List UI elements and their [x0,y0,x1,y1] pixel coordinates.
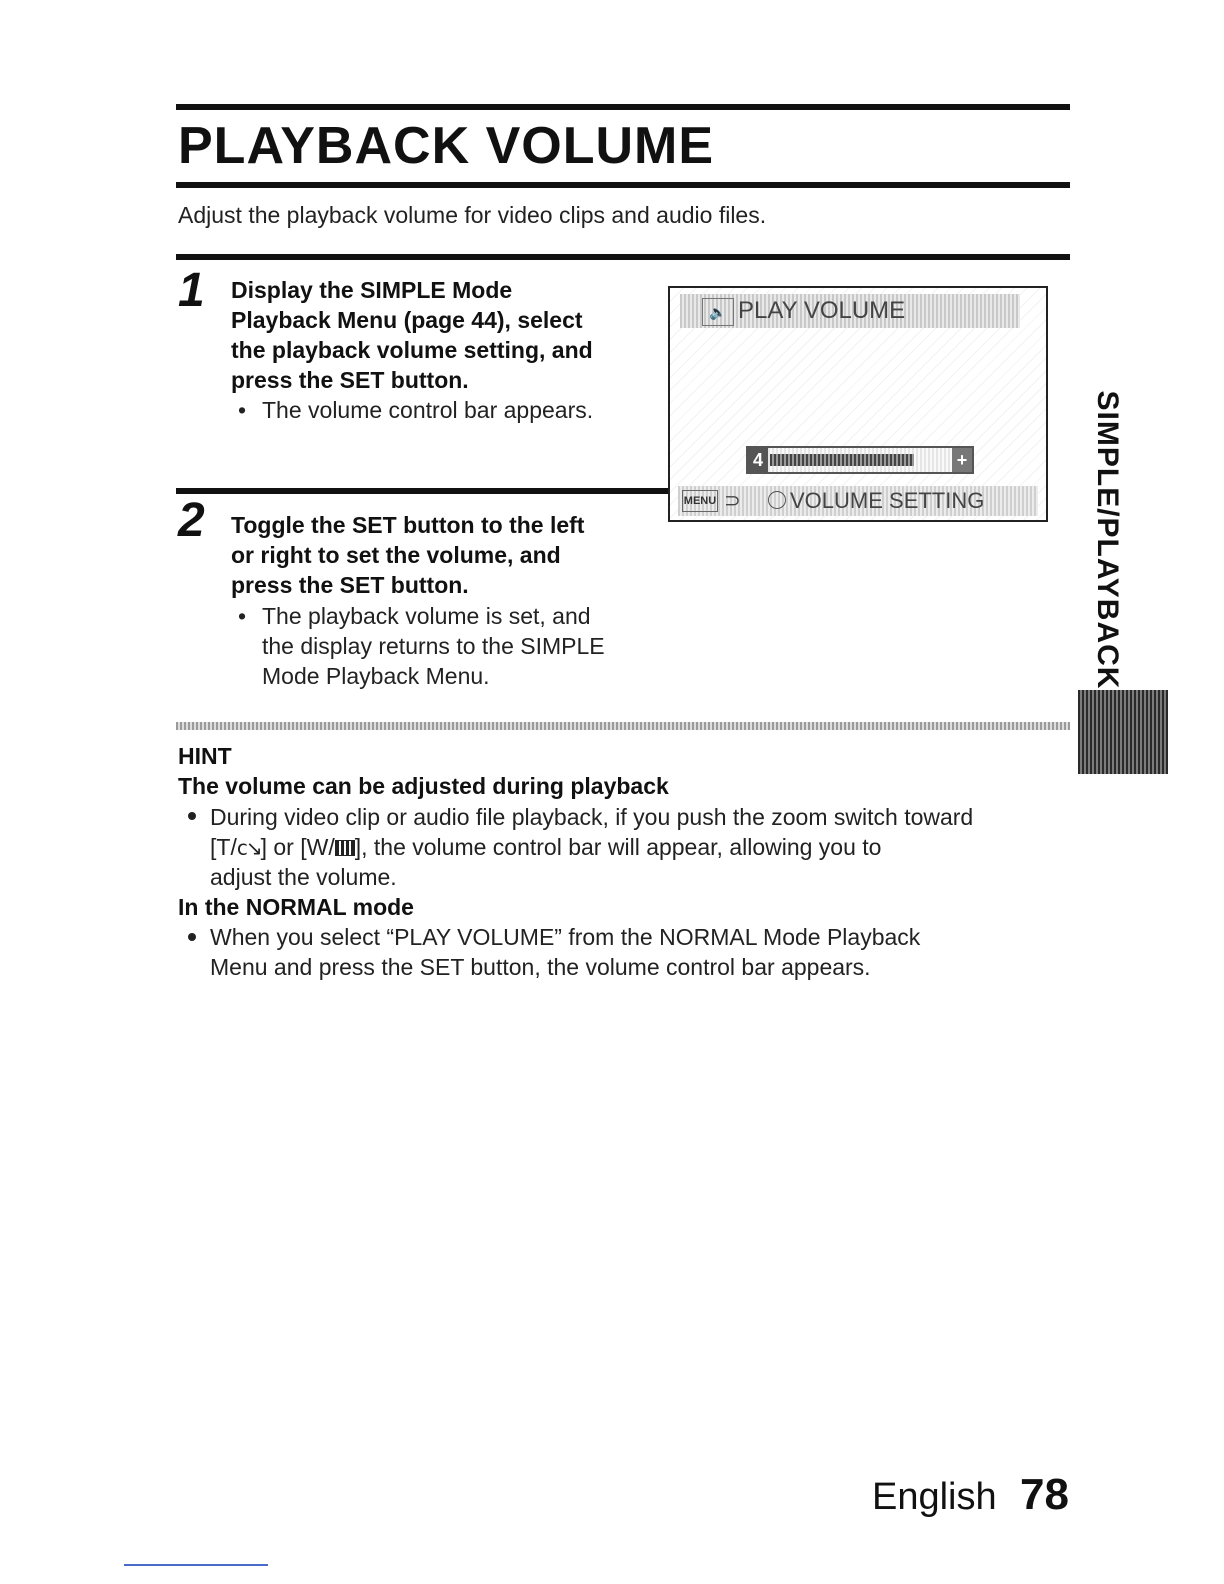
footer-line [124,1564,268,1566]
step2-rule [176,488,668,494]
step1-heading-line: press the SET button. [231,367,469,393]
step1-heading-line: Display the SIMPLE Mode [231,277,513,303]
hint-divider [176,722,1070,730]
page-subtitle: Adjust the playback volume for video clips and audio files. [178,202,767,228]
step2-heading-line: press the SET button. [231,572,469,598]
step2-bullet-continuation: Mode Playback Menu. [262,663,490,689]
return-icon: ⊃ [724,490,741,512]
step1-rule [176,254,1070,260]
hint-text-part: ], the volume control bar will appear, allowing you to [354,834,882,860]
index-view-icon [335,840,355,856]
screen-bottom-bar [678,486,1038,516]
hint-body-line: During video clip or audio file playback, if you push the zoom switch toward [210,804,974,830]
bullet-dot: • [238,603,247,629]
page-number: 78 [1020,1470,1069,1519]
bullet-dot: • [238,397,247,423]
volume-setting-label: VOLUME SETTING [790,488,985,513]
step2-bullet [238,601,591,631]
hint-body-line: When you select “PLAY VOLUME” from the NORMAL Mode Playback [210,924,921,950]
step2-bullet-continuation: the display returns to the SIMPLE [262,633,605,659]
bullet-dot [188,812,196,820]
hint-heading: In the NORMAL mode [178,894,414,920]
screen-title-text: PLAY VOLUME [738,297,906,324]
hint-text-part: [T/ [210,834,237,860]
step2-heading-line: or right to set the volume, and [231,542,561,568]
step1-heading-line: Playback Menu (page 44), select [231,307,583,333]
hint-heading: The volume can be adjusted during playback [178,773,669,799]
zoom-tele-icon: 𝖼↘ [236,838,261,860]
footer-language: English [872,1476,997,1518]
top-rule [176,104,1070,110]
step1-heading-line: the playback volume setting, and [231,337,593,363]
screen-title-bar [680,294,1020,328]
title-rule [176,182,1070,188]
side-tab-marker [1078,690,1168,774]
step2-bullet-text: The playback volume is set, and [262,603,591,629]
set-button-icon [768,491,786,509]
hint-text-part: ] or [W/ [260,834,335,860]
step2-heading-line: Toggle the SET button to the left [231,512,585,538]
hint-label: HINT [178,743,232,769]
volume-level-value: 4 [748,448,768,472]
speaker-icon: 🔈 [702,298,734,326]
volume-fill [770,454,914,466]
side-tab-label: SIMPLE/PLAYBACK [1091,390,1124,690]
page-title: PLAYBACK VOLUME [178,117,715,175]
bullet-dot [188,933,196,941]
plus-icon: + [952,448,972,472]
camera-screen-illustration [668,286,1048,522]
step1-number: 1 [178,264,205,317]
hint-body-line: adjust the volume. [210,864,397,890]
hint-body-line: Menu and press the SET button, the volume control bar appears. [210,954,871,980]
step2-number: 2 [178,494,205,547]
volume-control-bar [746,446,974,474]
step1-bullet [238,395,594,425]
hint-body-line [210,832,881,864]
section-side-tab [1082,390,1132,690]
step1-bullet-text: The volume control bar appears. [262,397,594,423]
menu-button-icon: MENU [682,490,718,512]
